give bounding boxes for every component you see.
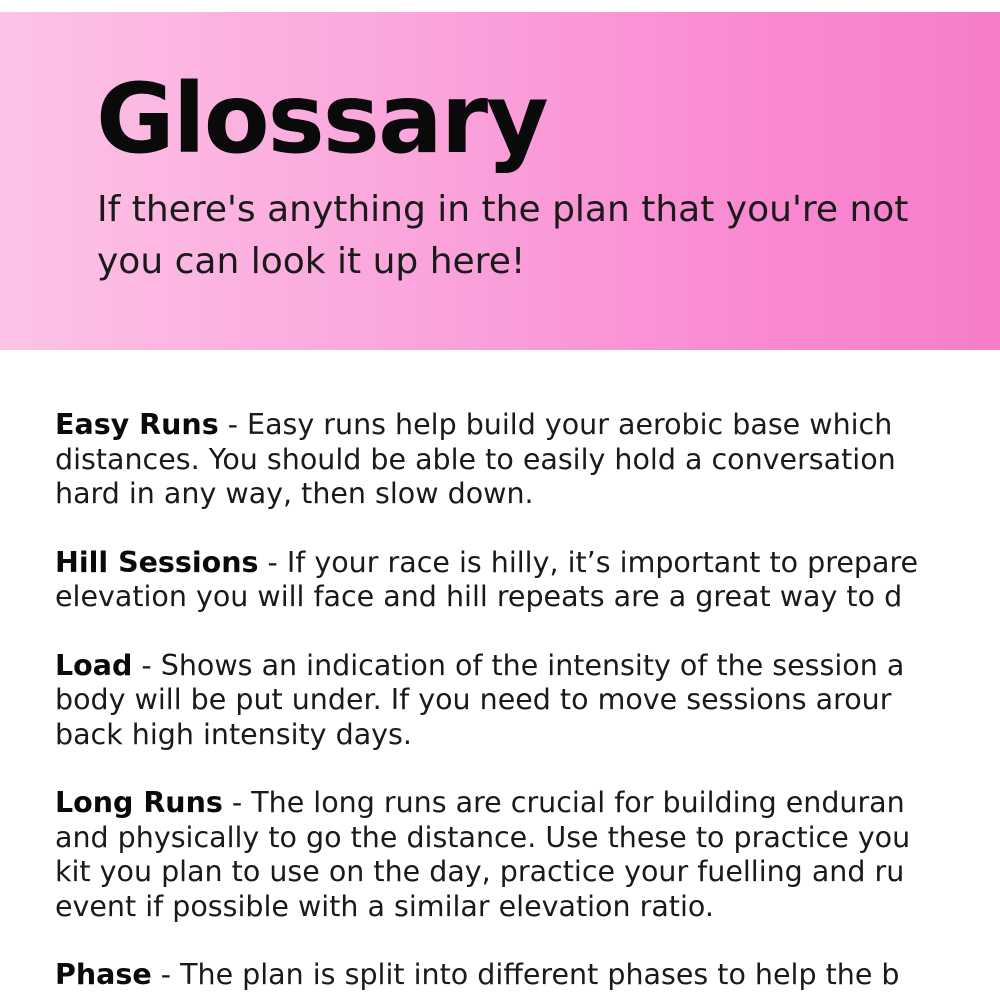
entry-first-line: [55, 786, 1000, 821]
entry-term: Long Runs: [55, 786, 223, 819]
glossary-list: [55, 408, 1000, 1000]
entry-text: and physically to go the distance. Use these to practice you: [55, 820, 911, 854]
glossary-entry-easy-runs: [55, 408, 1000, 512]
entry-text: - Easy runs help build your aerobic base which: [218, 408, 893, 441]
glossary-entry-long-runs: [55, 786, 1000, 924]
entry-term: Phase: [55, 958, 152, 991]
entry-text: back high intensity days.: [55, 717, 412, 751]
page-subtitle: [97, 184, 908, 288]
entry-text: - The long runs are crucial for building enduran: [222, 786, 905, 819]
entry-text: - The plan is split into different phases to help the b: [151, 958, 900, 991]
entry-text: kit you plan to use on the day, practice your fuelling and ru: [55, 855, 905, 888]
subtitle-line: you can look it up here!: [97, 241, 526, 282]
entry-text: event if possible with a similar elevation ratio.: [55, 889, 714, 923]
entry-first-line: [55, 958, 1000, 993]
glossary-header: [0, 12, 1000, 350]
entry-term: Hill Sessions: [55, 545, 259, 579]
subtitle-line: If there's anything in the plan that you're not: [97, 189, 909, 230]
entry-first-line: [55, 408, 1000, 443]
entry-text: distances. You should be able to easily hold a conversation: [55, 442, 896, 476]
entry-first-line: [55, 546, 1000, 581]
entry-text: elevation you will face and hill repeats are a great way to d: [55, 580, 903, 613]
entry-term: Easy Runs: [55, 408, 219, 441]
entry-first-line: [55, 649, 1000, 684]
entry-term: Load: [55, 648, 133, 682]
entry-text: body will be put under. If you need to move sessions arour: [55, 683, 892, 716]
glossary-entry-hill-sessions: [55, 546, 1000, 615]
glossary-entry-phase: [55, 958, 1000, 993]
page-title: Glossary: [96, 63, 547, 175]
entry-text: - Shows an indication of the intensity of the session a: [132, 648, 905, 682]
entry-text: - If your race is hilly, it’s important to prepare: [258, 545, 919, 579]
glossary-entry-load: [55, 649, 1000, 753]
entry-text: hard in any way, then slow down.: [55, 477, 534, 510]
